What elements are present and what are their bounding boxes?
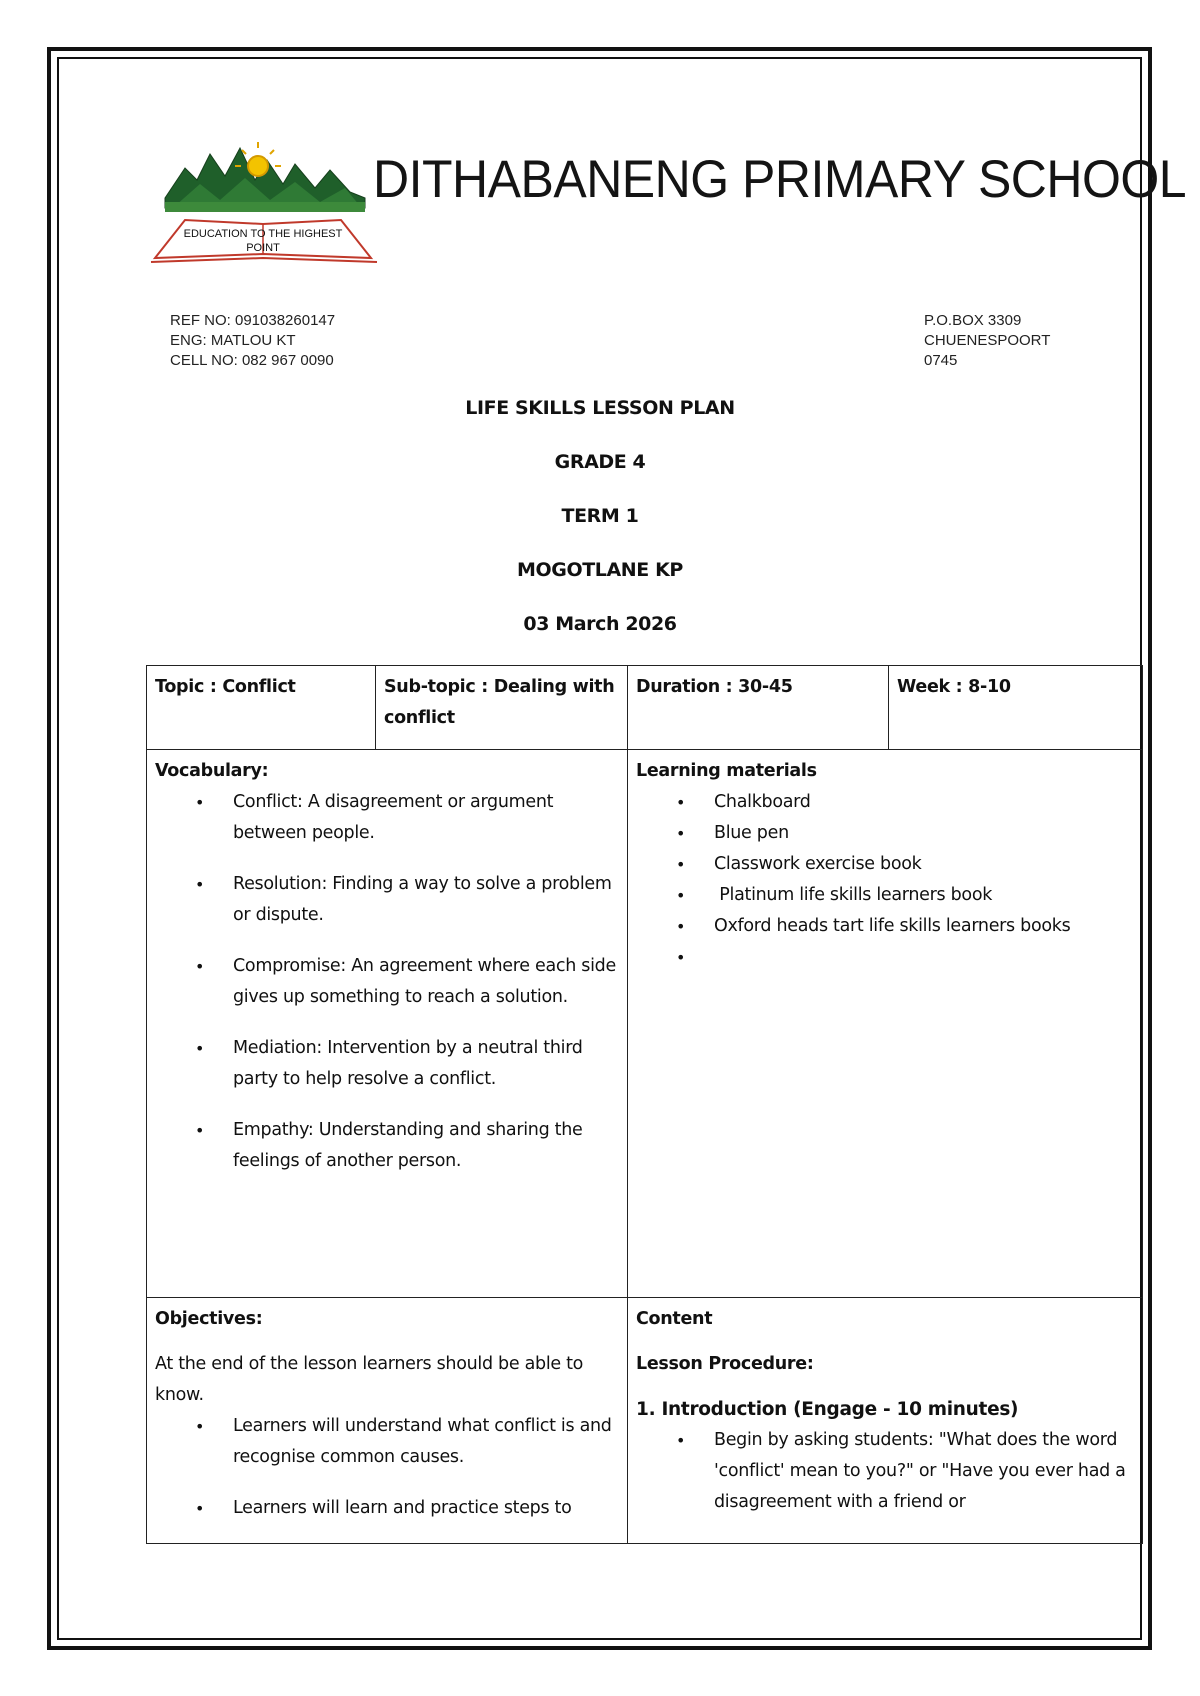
- address-town: CHUENESPOORT: [924, 332, 1051, 349]
- address-block: [924, 311, 1050, 371]
- lesson-heading-block: [0, 394, 1200, 664]
- reference-block: [170, 311, 335, 369]
- duration-label: Duration : 30-45: [636, 677, 793, 697]
- subtopic-cell: [376, 666, 628, 750]
- list-item: • Chalkboard: [636, 787, 1136, 818]
- week-cell: [889, 666, 1143, 750]
- objectives-list: [155, 1411, 621, 1524]
- bullet-icon: •: [676, 1431, 686, 1450]
- materials-list: [636, 787, 1136, 973]
- duration-cell: [628, 666, 889, 750]
- topic-label: Topic : Conflict: [155, 677, 296, 697]
- lesson-title: LIFE SKILLS LESSON PLAN: [465, 397, 735, 419]
- list-item: • Blue pen: [636, 818, 1136, 849]
- list-item: • Resolution: Finding a way to solve a problem or dispute.: [155, 869, 621, 931]
- bullet-icon: •: [676, 793, 686, 812]
- content-cell: [628, 1298, 1143, 1544]
- address-code: 0745: [924, 352, 958, 369]
- materials-cell: [628, 750, 1143, 1298]
- bullet-icon: •: [195, 793, 205, 812]
- list-item: • Oxford heads tart life skills learners books: [636, 911, 1136, 942]
- week-label: Week : 8-10: [897, 677, 1011, 697]
- bullet-icon: •: [195, 1121, 205, 1140]
- introduction-list: [636, 1425, 1136, 1518]
- subtopic-label: Sub-topic : Dealing with conflict: [384, 677, 615, 728]
- list-item: • Learners will learn and practice steps to: [155, 1493, 621, 1524]
- bullet-icon: •: [676, 824, 686, 843]
- lesson-term: TERM 1: [561, 505, 639, 527]
- objectives-cell: [147, 1298, 628, 1544]
- ref-number: REF NO: 091038260147: [170, 312, 336, 329]
- bullet-icon: •: [195, 875, 205, 894]
- bullet-icon: •: [195, 957, 205, 976]
- procedure-heading: Lesson Procedure:: [636, 1354, 814, 1374]
- list-item: • Begin by asking students: "What does the word 'conflict' mean to you?" or "Have you ever had a disagreement with a friend or: [636, 1425, 1136, 1518]
- logo-motto-line2: POINT: [246, 242, 280, 254]
- bullet-icon: •: [195, 1499, 205, 1518]
- bullet-icon: •: [676, 917, 686, 936]
- vocabulary-cell: [147, 750, 628, 1298]
- list-item: [636, 942, 1136, 973]
- bullet-icon: •: [676, 855, 686, 874]
- bullet-icon: •: [195, 1417, 205, 1436]
- school-name: DITHABANENG PRIMARY SCHOOL: [373, 149, 1187, 209]
- list-item: • Mediation: Intervention by a neutral third party to help resolve a conflict.: [155, 1033, 621, 1095]
- logo-motto-line1: EDUCATION TO THE HIGHEST: [183, 228, 343, 240]
- vocabulary-list: [155, 787, 621, 1177]
- table-row: [147, 666, 1143, 750]
- introduction-heading: 1. Introduction (Engage - 10 minutes): [636, 1399, 1019, 1420]
- address-box: P.O.BOX 3309: [924, 312, 1022, 329]
- topic-cell: [147, 666, 376, 750]
- bullet-icon: •: [676, 886, 686, 905]
- objectives-heading: Objectives:: [155, 1309, 263, 1329]
- list-item: • Conflict: A disagreement or argument between people.: [155, 787, 621, 849]
- lesson-date: 03 March 2026: [523, 613, 677, 635]
- table-row: [147, 750, 1143, 1298]
- school-logo: [145, 140, 385, 280]
- list-item: • Empathy: Understanding and sharing the feelings of another person.: [155, 1115, 621, 1177]
- list-item: • Compromise: An agreement where each side gives up something to reach a solution.: [155, 951, 621, 1013]
- lesson-plan-table: [146, 665, 1143, 1544]
- table-row: [147, 1298, 1143, 1544]
- lesson-grade: GRADE 4: [554, 451, 646, 473]
- ref-cell: CELL NO: 082 967 0090: [170, 352, 334, 369]
- content-heading: Content: [636, 1309, 713, 1329]
- bullet-icon: •: [195, 1039, 205, 1058]
- materials-heading: Learning materials: [636, 761, 817, 781]
- objectives-intro: At the end of the lesson learners should be able to know.: [155, 1354, 584, 1405]
- bullet-icon: •: [676, 948, 686, 967]
- ref-eng: ENG: MATLOU KT: [170, 332, 296, 349]
- vocabulary-heading: Vocabulary:: [155, 761, 269, 781]
- list-item: • Platinum life skills learners book: [636, 880, 1136, 911]
- list-item: • Classwork exercise book: [636, 849, 1136, 880]
- lesson-teacher: MOGOTLANE KP: [517, 559, 683, 581]
- list-item: • Learners will understand what conflict is and recognise common causes.: [155, 1411, 621, 1473]
